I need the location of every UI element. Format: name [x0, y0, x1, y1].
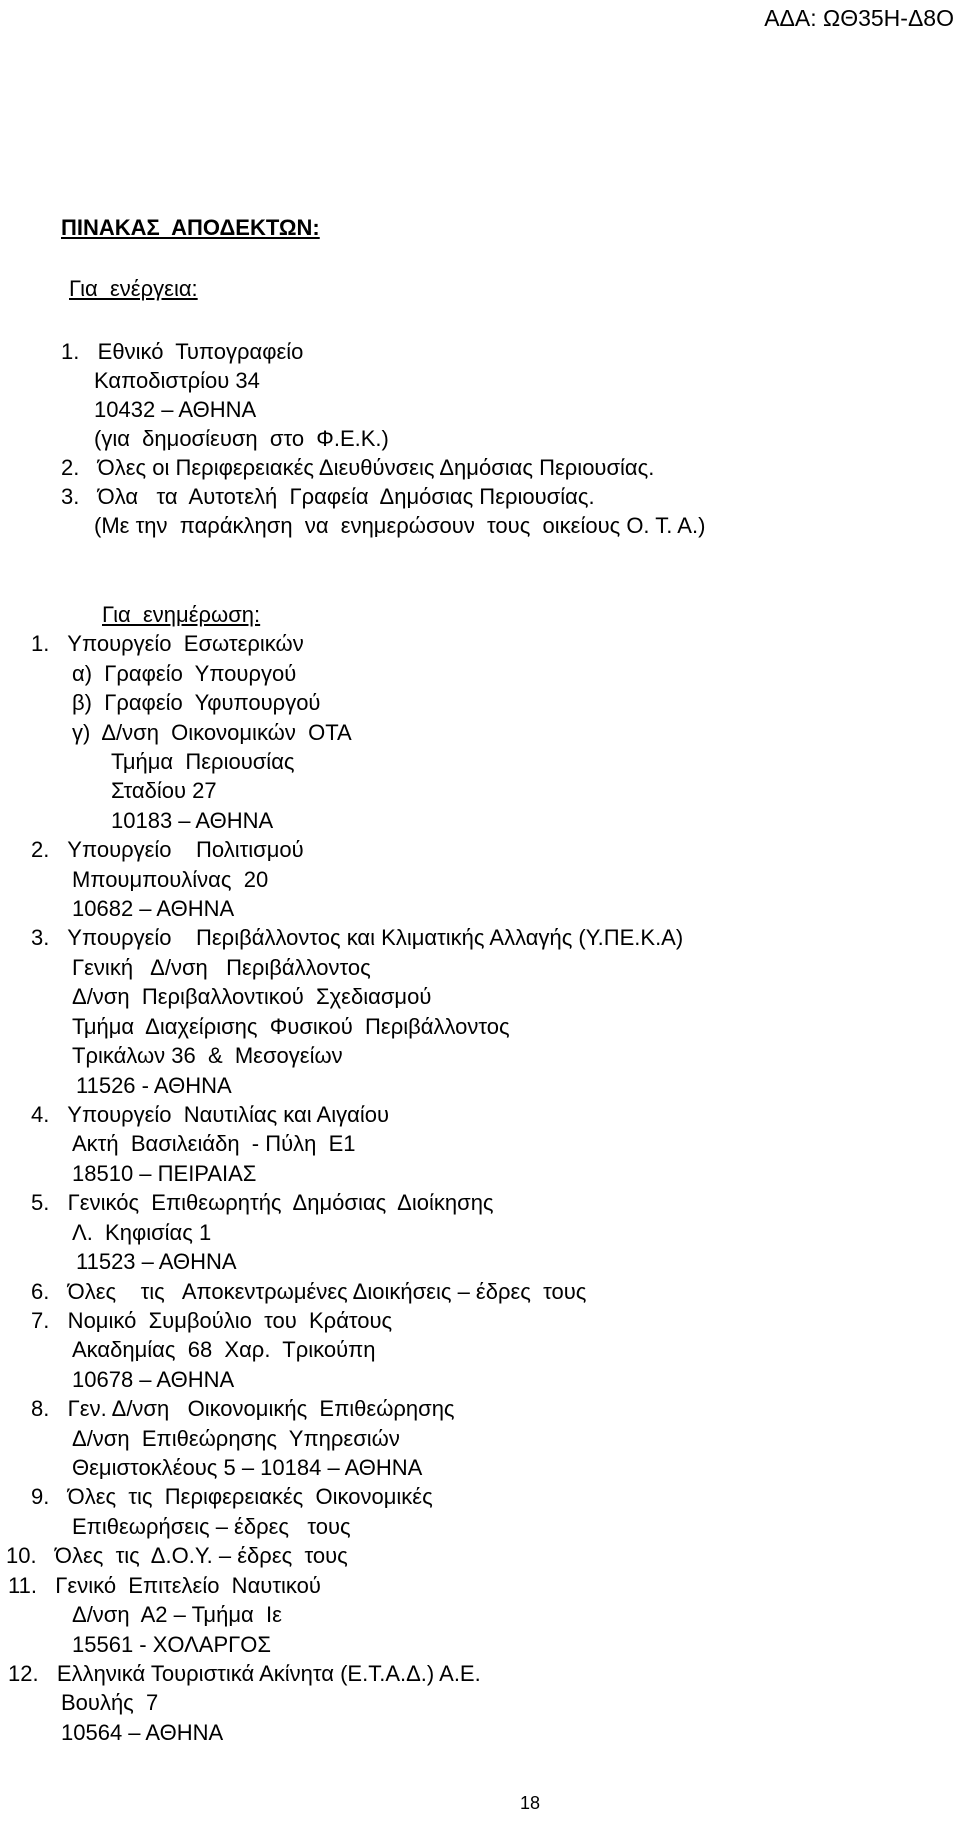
action-line: 10432 – ΑΘΗΝΑ	[94, 397, 257, 422]
action-line: (για δημοσίευση στο Φ.Ε.Κ.)	[94, 426, 389, 451]
info-line: Επιθεωρήσεις – έδρες τους	[72, 1514, 351, 1539]
info-line: 3. Υπουργείο Περιβάλλοντος και Κλιματικής Αλλαγής (Υ.ΠΕ.Κ.Α)	[31, 925, 684, 950]
action-line: 3. Όλα τα Αυτοτελή Γραφεία Δημόσιας Περιουσίας.	[61, 484, 595, 509]
info-line: 18510 – ΠΕΙΡΑΙΑΣ	[72, 1161, 257, 1186]
info-line: 9. Όλες τις Περιφερειακές Οικονομικές	[31, 1484, 433, 1509]
info-line: γ) Δ/νση Οικονομικών ΟΤΑ	[72, 720, 352, 745]
info-heading: Για ενημέρωση:	[102, 602, 261, 627]
info-line: 10682 – ΑΘΗΝΑ	[72, 896, 235, 921]
info-line: Δ/νση Περιβαλλοντικού Σχεδιασμού	[72, 984, 432, 1009]
info-line: 11. Γενικό Επιτελείο Ναυτικού	[8, 1573, 321, 1598]
info-line: Θεμιστοκλέους 5 – 10184 – ΑΘΗΝΑ	[72, 1455, 423, 1480]
info-line: 10564 – ΑΘΗΝΑ	[61, 1720, 224, 1745]
info-line: 6. Όλες τις Αποκεντρωμένες Διοικήσεις – έδρες τους	[31, 1279, 587, 1304]
info-line: 4. Υπουργείο Ναυτιλίας και Αιγαίου	[31, 1102, 389, 1127]
info-line: 10183 – ΑΘΗΝΑ	[111, 808, 274, 833]
info-line: Τρικάλων 36 & Μεσογείων	[72, 1043, 343, 1068]
info-line: 1. Υπουργείο Εσωτερικών	[31, 631, 304, 656]
info-line: Λ. Κηφισίας 1	[72, 1220, 212, 1245]
info-line: Τμήμα Διαχείρισης Φυσικού Περιβάλλοντος	[72, 1014, 510, 1039]
info-line: 10678 – ΑΘΗΝΑ	[72, 1367, 235, 1392]
info-line: Ακτή Βασιλειάδη - Πύλη Ε1	[72, 1131, 356, 1156]
page-number: 18	[520, 1793, 541, 1813]
action-line: 2. Όλες οι Περιφερειακές Διευθύνσεις Δημόσιας Περιουσίας.	[61, 455, 655, 480]
info-line: Σταδίου 27	[111, 778, 217, 803]
action-heading: Για ενέργεια:	[69, 276, 198, 301]
ada-header: ΑΔΑ: ΩΘ35Η-Δ8Ο	[764, 5, 954, 31]
info-line: 2. Υπουργείο Πολιτισμού	[31, 837, 304, 862]
info-line: 5. Γενικός Επιθεωρητής Δημόσιας Διοίκησης	[31, 1190, 494, 1215]
info-line: Μπουμπουλίνας 20	[72, 867, 269, 892]
page-title: ΠΙΝΑΚΑΣ ΑΠΟΔΕΚΤΩΝ:	[61, 215, 320, 240]
info-line: α) Γραφείο Υπουργού	[72, 661, 297, 686]
info-line: Δ/νση Επιθεώρησης Υπηρεσιών	[72, 1426, 400, 1451]
info-line: 11523 – ΑΘΗΝΑ	[76, 1249, 237, 1274]
info-line: 10. Όλες τις Δ.Ο.Υ. – έδρες τους	[6, 1543, 348, 1568]
action-line: (Με την παράκληση να ενημερώσουν τους οικείους Ο. Τ. Α.)	[94, 513, 706, 538]
info-line: 7. Νομικό Συμβούλιο του Κράτους	[31, 1308, 393, 1333]
info-line: 15561 - ΧΟΛΑΡΓΟΣ	[72, 1632, 271, 1657]
info-line: Βουλής 7	[61, 1690, 159, 1715]
info-line: 12. Ελληνικά Τουριστικά Ακίνητα (Ε.Τ.Α.Δ.) Α.Ε.	[8, 1661, 481, 1686]
action-line: Καποδιστρίου 34	[94, 368, 260, 393]
info-line: Γενική Δ/νση Περιβάλλοντος	[72, 955, 371, 980]
info-line: Δ/νση Α2 – Τμήμα Ιε	[72, 1602, 282, 1627]
info-line: β) Γραφείο Υφυπουργού	[72, 690, 321, 715]
info-line: 8. Γεν. Δ/νση Οικονομικής Επιθεώρησης	[31, 1396, 455, 1421]
action-line: 1. Εθνικό Τυπογραφείο	[61, 339, 304, 364]
info-line: Τμήμα Περιουσίας	[111, 749, 295, 774]
info-line: 11526 - ΑΘΗΝΑ	[76, 1073, 232, 1098]
info-line: Ακαδημίας 68 Χαρ. Τρικούπη	[72, 1337, 376, 1362]
